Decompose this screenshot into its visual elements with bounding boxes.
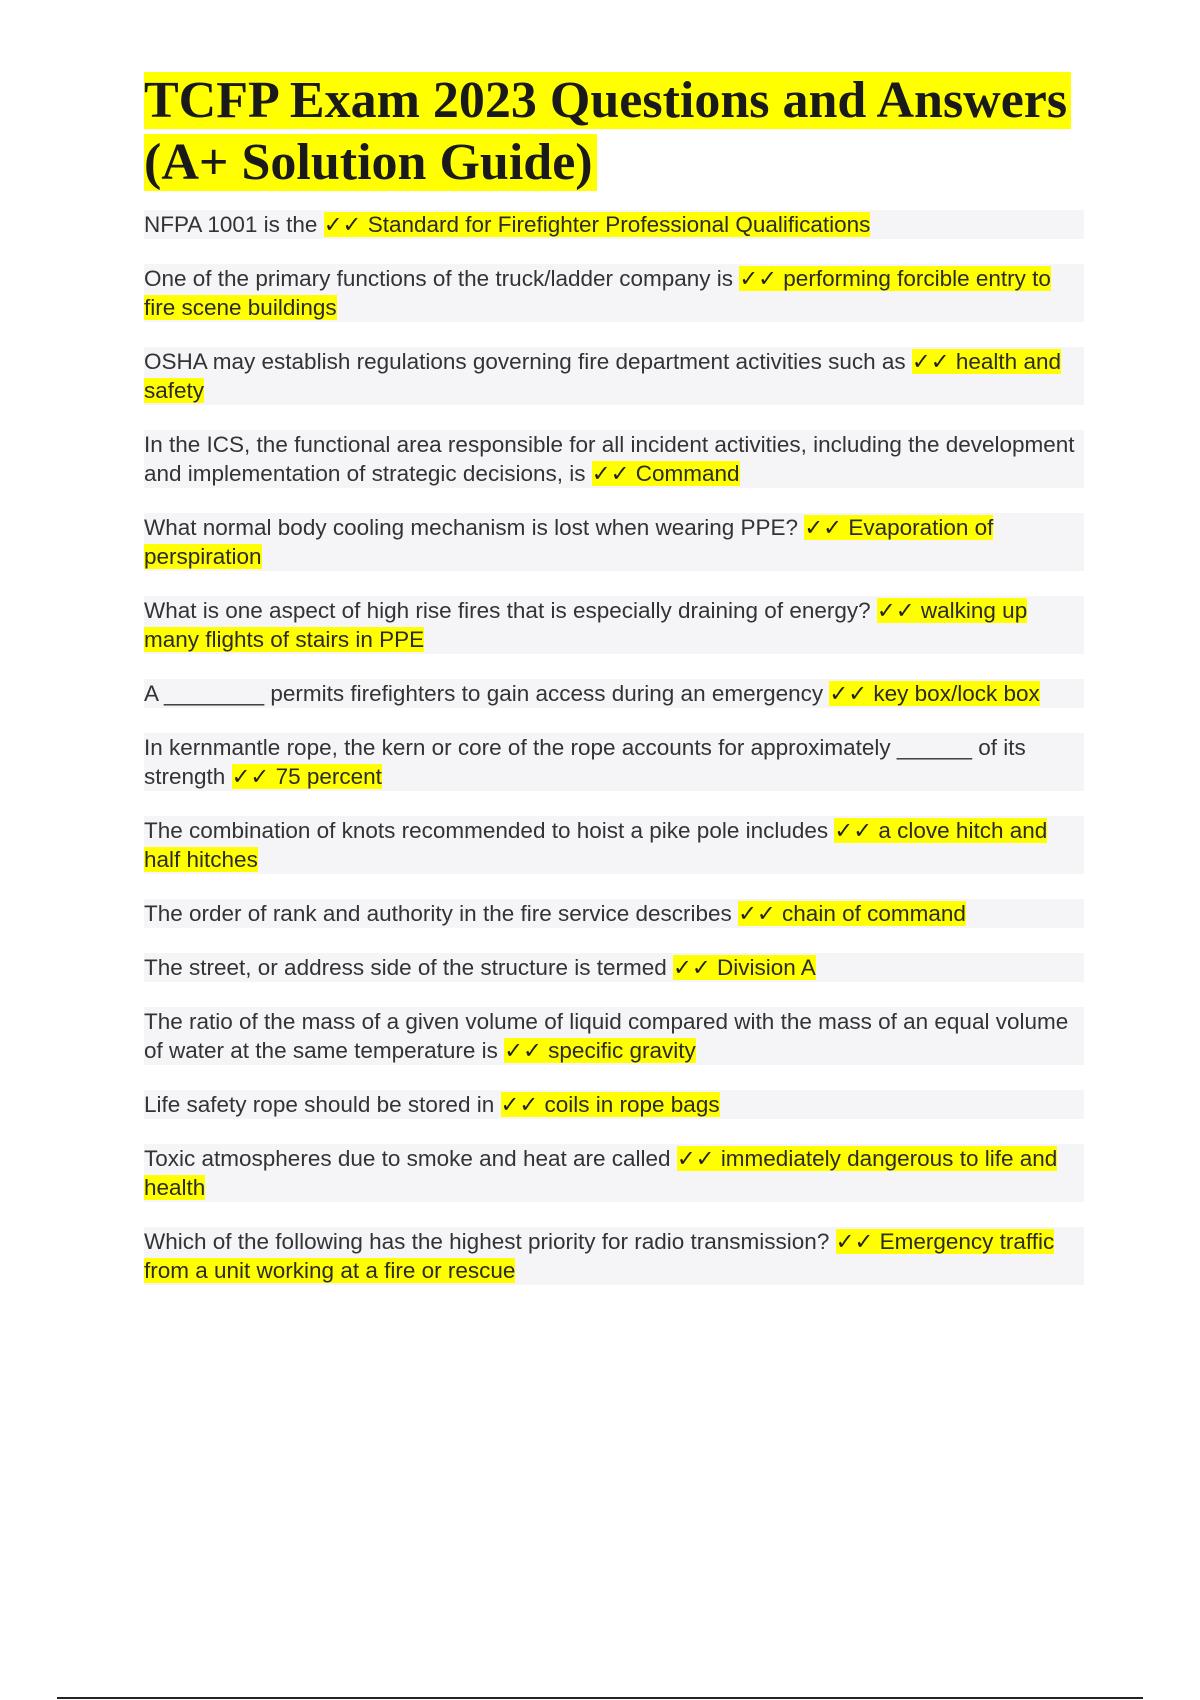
- question-text: The order of rank and authority in the fire service describes: [144, 901, 732, 926]
- qa-item: [144, 1090, 1084, 1119]
- question-text: NFPA 1001 is the: [144, 212, 318, 237]
- check-mark-icon: ✓✓: [500, 1092, 539, 1117]
- qa-item: [144, 1227, 1084, 1285]
- answer-highlight: [829, 681, 1039, 706]
- qa-item: [144, 347, 1084, 405]
- check-mark-icon: ✓✓: [804, 515, 843, 540]
- qa-item: [144, 1007, 1084, 1065]
- question-text: Which of the following has the highest priority for radio transmission?: [144, 1229, 830, 1254]
- question-text: The combination of knots recommended to hoist a pike pole includes: [144, 818, 829, 843]
- qa-item: [144, 430, 1084, 488]
- answer-text: Standard for Firefighter Professional Qualifications: [367, 212, 871, 237]
- question-text: What is one aspect of high rise fires that is especially draining of energy?: [144, 598, 871, 623]
- answer-text: coils in rope bags: [544, 1092, 720, 1117]
- check-mark-icon: ✓✓: [676, 1146, 715, 1171]
- check-mark-icon: ✓✓: [591, 461, 630, 486]
- question-text: Toxic atmospheres due to smoke and heat are called: [144, 1146, 671, 1171]
- check-mark-icon: ✓✓: [911, 349, 950, 374]
- page-title-text: TCFP Exam 2023 Questions and Answers (A+ Solution Guide): [144, 72, 1071, 191]
- answer-highlight: [501, 1092, 720, 1117]
- answer-highlight: [232, 764, 382, 789]
- answer-text: walking up many flights of stairs in PPE: [144, 598, 1028, 652]
- qa-item: [144, 953, 1084, 982]
- qa-item: [144, 899, 1084, 928]
- answer-highlight: [673, 955, 816, 980]
- qa-item: [144, 210, 1084, 239]
- answer-text: Evaporation of perspiration: [144, 515, 994, 569]
- question-text: A ________ permits firefighters to gain access during an emergency: [144, 681, 824, 706]
- qa-item: [144, 264, 1084, 322]
- question-text: What normal body cooling mechanism is lost when wearing PPE?: [144, 515, 799, 540]
- answer-highlight: [504, 1038, 696, 1063]
- page-title: [144, 70, 1164, 194]
- question-text: Life safety rope should be stored in: [144, 1092, 495, 1117]
- check-mark-icon: ✓✓: [504, 1038, 542, 1063]
- check-mark-icon: ✓✓: [739, 266, 778, 291]
- check-mark-icon: ✓✓: [829, 681, 868, 706]
- answer-text: Emergency traffic from a unit working at a fire or rescue: [144, 1229, 1055, 1283]
- answer-text: Division A: [716, 955, 816, 980]
- answer-text: key box/lock box: [873, 681, 1040, 706]
- answer-highlight: [738, 901, 966, 926]
- question-text: The street, or address side of the structure is termed: [144, 955, 667, 980]
- question-text: OSHA may establish regulations governing fire department activities such as: [144, 349, 906, 374]
- check-mark-icon: ✓✓: [834, 818, 873, 843]
- question-text: In the ICS, the functional area responsible for all incident activities, including the development and implementation of strategic decisions, is: [144, 432, 1075, 486]
- answer-text: health and safety: [144, 349, 1061, 403]
- qa-item: [144, 733, 1084, 791]
- qa-item: [144, 513, 1084, 571]
- question-text: The ratio of the mass of a given volume of liquid compared with the mass of an equal volume of water at the same temperature is: [144, 1009, 1069, 1063]
- question-text: One of the primary functions of the truck/ladder company is: [144, 266, 734, 291]
- qa-item: [144, 816, 1084, 874]
- answer-text: Command: [635, 461, 740, 486]
- answer-text: specific gravity: [548, 1038, 696, 1063]
- qa-list: [144, 210, 1084, 1310]
- check-mark-icon: ✓✓: [673, 955, 711, 980]
- check-mark-icon: ✓✓: [231, 764, 270, 789]
- footer-divider: [57, 1697, 1143, 1699]
- answer-text: 75 percent: [275, 764, 382, 789]
- qa-item: [144, 596, 1084, 654]
- answer-text: chain of command: [782, 901, 966, 926]
- check-mark-icon: ✓✓: [835, 1229, 874, 1254]
- answer-text: immediately dangerous to life and health: [144, 1146, 1058, 1200]
- check-mark-icon: ✓✓: [323, 212, 362, 237]
- answer-highlight: [324, 212, 871, 237]
- qa-item: [144, 1144, 1084, 1202]
- qa-item: [144, 679, 1084, 708]
- check-mark-icon: ✓✓: [876, 598, 915, 623]
- question-text: In kernmantle rope, the kern or core of the rope accounts for approximately ______ of its strength: [144, 735, 1026, 789]
- answer-highlight: [592, 461, 740, 486]
- answer-text: performing forcible entry to fire scene buildings: [144, 266, 1051, 320]
- answer-text: a clove hitch and half hitches: [144, 818, 1048, 872]
- check-mark-icon: ✓✓: [738, 901, 776, 926]
